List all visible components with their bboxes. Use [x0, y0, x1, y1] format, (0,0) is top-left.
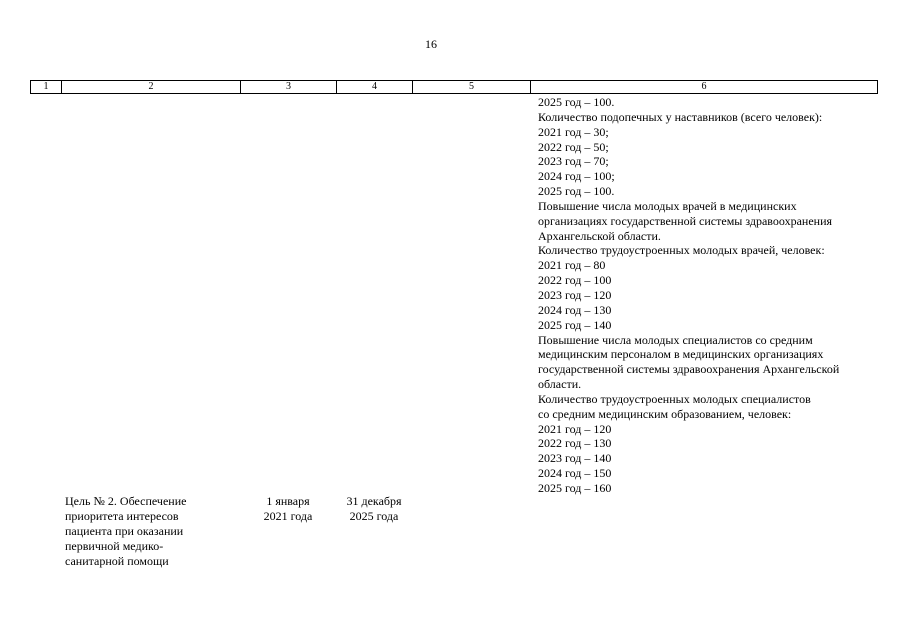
indicator-line: Повышение числа молодых специалистов со средним [538, 332, 813, 347]
column6-indicators [538, 95, 873, 496]
indicator-line: организациях государственной системы здравоохранения [538, 213, 833, 228]
column-header-5: 5 [413, 81, 531, 94]
goal-line: приоритета интересов [65, 509, 179, 523]
indicator-line: 2021 год – 30; [538, 124, 609, 139]
end-date [336, 494, 412, 524]
goal-line: первичной медико- [65, 539, 164, 553]
indicator-line: Повышение числа молодых врачей в медицинских [538, 198, 797, 213]
table-header [30, 80, 878, 94]
start-date-line: 2021 года [263, 509, 313, 523]
indicator-line: Архангельской области. [538, 228, 661, 243]
goal-line: Цель № 2. Обеспечение [65, 494, 187, 508]
goal-2-description [65, 494, 225, 569]
column-header-3: 3 [241, 81, 337, 94]
end-date-line: 2025 года [349, 509, 399, 523]
indicator-line: 2021 год – 120 [538, 421, 612, 436]
indicator-line: 2025 год – 160 [538, 480, 612, 495]
indicator-line: со средним медицинским образованием, человек: [538, 406, 792, 421]
column-header-1: 1 [31, 81, 62, 94]
page-number: 16 [425, 37, 437, 51]
indicator-line: медицинским персоналом в медицинских организациях [538, 347, 824, 362]
indicator-line: 2024 год – 150 [538, 466, 612, 481]
indicator-line: 2025 год – 100. [538, 184, 615, 199]
start-date [240, 494, 336, 524]
end-date-line: 31 декабря [346, 494, 402, 508]
indicator-line: 2023 год – 70; [538, 154, 609, 169]
indicator-line: государственной системы здравоохранения Архангельской [538, 362, 840, 377]
indicator-line: 2022 год – 130 [538, 436, 612, 451]
column-header-6: 6 [531, 81, 878, 94]
indicator-line: 2024 год – 130 [538, 302, 612, 317]
indicator-line: 2023 год – 140 [538, 451, 612, 466]
column-header-2: 2 [62, 81, 241, 94]
goal-line: пациента при оказании [65, 524, 184, 538]
indicator-line: 2022 год – 50; [538, 139, 609, 154]
indicator-line: 2025 год – 100. [538, 95, 615, 109]
indicator-line: 2023 год – 120 [538, 287, 612, 302]
goal-line: санитарной помощи [65, 554, 169, 568]
indicator-line: Количество подопечных у наставников (всего человек): [538, 109, 823, 124]
indicator-line: 2025 год – 140 [538, 317, 612, 332]
column-header-4: 4 [337, 81, 413, 94]
indicator-line: Количество трудоустроенных молодых врачей, человек: [538, 243, 825, 258]
indicator-line: 2021 год – 80 [538, 258, 606, 273]
indicator-line: Количество трудоустроенных молодых специалистов [538, 391, 811, 406]
indicator-line: области. [538, 377, 582, 392]
indicator-line: 2024 год – 100; [538, 169, 615, 184]
indicator-line: 2022 год – 100 [538, 273, 612, 288]
start-date-line: 1 января [266, 494, 310, 508]
